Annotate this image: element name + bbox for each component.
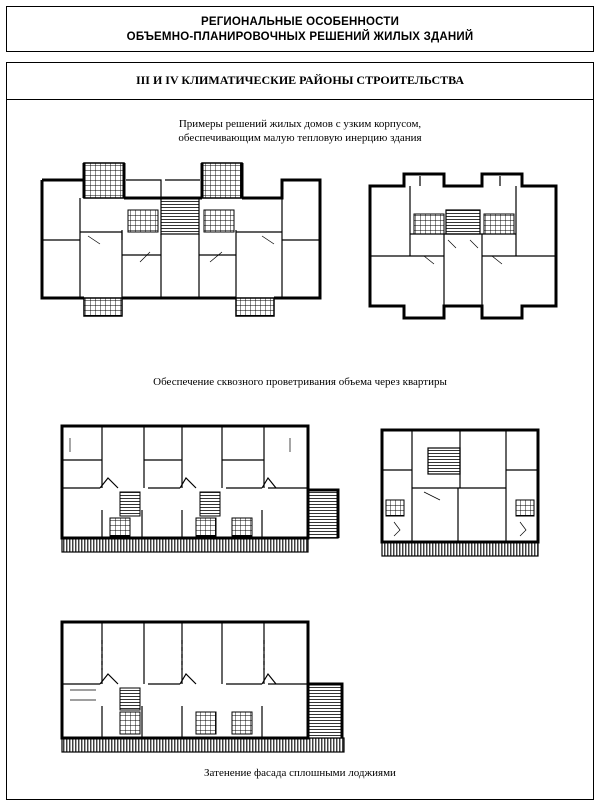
header-line-1: РЕГИОНАЛЬНЫЕ ОСОБЕННОСТИ	[200, 16, 400, 28]
header-line-2: ОБЪЕМНО-ПЛАНИРОВОЧНЫХ РЕШЕНИЙ ЖИЛЫХ ЗДАНИЙ	[126, 31, 474, 43]
caption-through-ventilation: Обеспечение сквозного проветривания объема через квартиры	[153, 376, 447, 388]
caption-narrow-body-2: обеспечивающим малую тепловую инерцию здания	[178, 132, 422, 144]
plan-narrow-body-section-left	[42, 163, 320, 316]
caption-narrow-body-1: Примеры решений жилых домов с узким корпусом,	[178, 118, 422, 130]
section-title: III И IV КЛИМАТИЧЕСКИЕ РАЙОНЫ СТРОИТЕЛЬСТВА	[135, 73, 465, 87]
caption-loggia-shading: Затенение фасада сплошными лоджиями	[204, 767, 396, 779]
plan-through-ventilation-left	[62, 426, 338, 552]
plan-loggia-shading	[62, 622, 344, 752]
plan-through-ventilation-right	[382, 430, 538, 556]
plan-narrow-body-section-right	[370, 174, 556, 318]
